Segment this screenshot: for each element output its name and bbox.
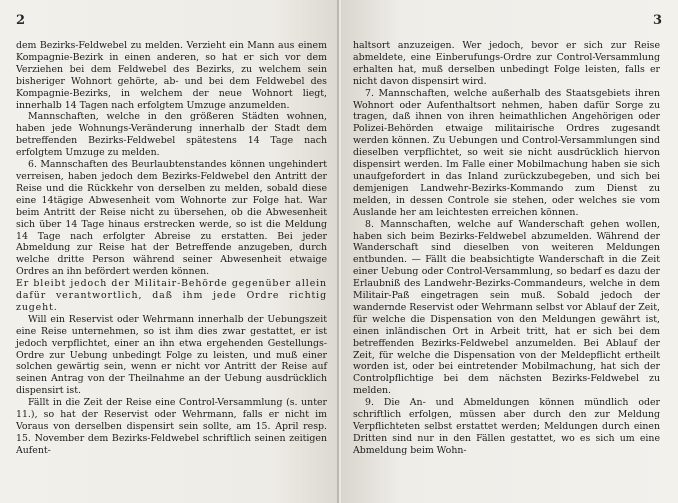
- right-page: [341, 0, 678, 503]
- paragraph: 9. Die An- und Abmeldungen können mündlich oder schriftlich erfolgen, müssen aber durch den zur Meldung Verpflichteten selbst erstattet werden; Meldungen durch einen Dritten sind nur in den Fällen gestattet, wo es sich um eine Abmeldung beim Wohn-: [353, 397, 661, 456]
- page-number-left: 2: [16, 13, 26, 28]
- right-page-text: [353, 40, 660, 457]
- gutter: [337, 0, 339, 503]
- page-number-right: 3: [652, 13, 663, 28]
- paragraph: 8. Mannschaften, welche auf Wanderschaft gehen wollen, haben sich beim Bezirks-Feldwebel abzumelden. Während der Wanderschaft sind dieselben von weiteren Meldungen entbunden. — Fällt die beabsichtigte Wanderschaft in die Zeit einer Uebung oder Control-Versammlung, so bedarf es dazu der Erlaubniß des Landwehr-Bezirks-Commandeurs, welche in dem Militair-Paß eingetragen sein muß. Sobald jedoch der wandernde Reservist oder Wehrmann selbst vor Ablauf der Zeit, für welche die Dispensation von den Meldungen gewährt ist, einen inländischen Ort in Arbeit tritt, hat er sich bei dem betreffenden Bezirks-Feldwebel anzumelden. Bei Ablauf der Zeit, für welche die Dispensation von der Meldepflicht ertheilt worden ist, oder bei eintretender Mobilmachung, hat sich der Controlpflichtige bei dem nächsten Bezirks-Feldwebel zu melden.: [353, 218, 661, 397]
- paragraph: dem Bezirks-Feldwebel zu melden. Verzieht ein Mann aus einem Kompagnie-Bezirk in einen anderen, so hat er sich vor dem Verziehen bei dem Feldwebel des Bezirks, zu welchem sein bisheriger Wohnort gehörte, ab- und bei dem Feldwebel des Kompagnie-Bezirks, in welchem der neue Wohnort liegt, innerhalb 14 Tagen nach erfolgtem Umzuge anzumelden.: [16, 40, 327, 111]
- paragraph: 7. Mannschaften, welche außerhalb des Staatsgebiets ihren Wohnort oder Aufenthaltsort nehmen, haben dafür Sorge zu tragen, daß ihnen von ihren heimathlichen Angehörigen oder Polizei-Behörden etwaige militairische Ordres zugesandt werden können. Zu Uebungen und Control-Versammlungen sind dieselben verpflichtet, so weit sie nicht ausdrücklich hiervon dispensirt werden. Im Falle einer Mobilmachung haben sie sich unaufgefordert in das Inland zurückzubegeben, und sich bei demjenigen Landwehr-Bezirks-Kommando zum Dienst zu melden, in dessen Controle sie stehen, oder welches sie vom Auslande her am leichtesten erreichen können.: [353, 87, 661, 218]
- paragraph: haltsort anzuzeigen. Wer jedoch, bevor er sich zur Reise abmeldete, eine Einberufungs-Ordre zur Control-Versammlung erhalten hat, muß derselben unbedingt Folge leisten, falls er nicht davon dispensirt wird.: [353, 40, 661, 87]
- paragraph: Mannschaften, welche in den größeren Städten wohnen, haben jede Wohnungs-Veränderung innerhalb der Stadt dem betreffenden Bezirks-Feldwebel spätestens 14 Tage nach erfolgtem Umzuge zu melden.: [16, 111, 327, 159]
- spaced-emphasis-paragraph: Er bleibt jedoch der Militair-Behörde gegenüber allein dafür verantwortlich, daß ihm jede Ordre richtig zugeht.: [16, 278, 327, 313]
- paragraph: 6. Mannschaften des Beurlaubtenstandes können ungehindert verreisen, haben jedoch dem Bezirks-Feldwebel den Antritt der Reise und die Rückkehr von derselben zu melden, sobald diese eine 14tägige Abwesenheit vom Wohnorte zur Folge hat. War beim Antritt der Reise nicht zu übersehen, ob die Abwesenheit sich über 14 Tage hinaus erstrecken werde, so ist die Meldung 14 Tage nach erfolgter Abreise zu erstatten. Bei jeder Abmeldung zur Reise hat der Betreffende anzugeben, durch welche dritte Person während seiner Abwesenheit etwaige Ordres an ihn befördert werden können.: [16, 159, 327, 278]
- paragraph: Will ein Reservist oder Wehrmann innerhalb der Uebungszeit eine Reise unternehmen, so ist ihm dies zwar gestattet, er ist jedoch verpflichtet, einer an ihn etwa ergehenden Gestellungs-Ordre zur Uebung unbedingt Folge zu leisten, und muß einer solchen gewärtig sein, wenn er nicht vor Antritt der Reise auf seinen Antrag von der Theilnahme an der Uebung ausdrücklich dispensirt ist.: [16, 313, 327, 397]
- left-page: [0, 0, 337, 503]
- left-page-text: [16, 40, 327, 457]
- paragraph: Fällt in die Zeit der Reise eine Control-Versammlung (s. unter 11.), so hat der Reservist oder Wehrmann, falls er nicht im Voraus von derselben dispensirt sein sollte, am 15. April resp. 15. November dem Bezirks-Feldwebel schriftlich seinen zeitigen Aufent-: [16, 397, 327, 456]
